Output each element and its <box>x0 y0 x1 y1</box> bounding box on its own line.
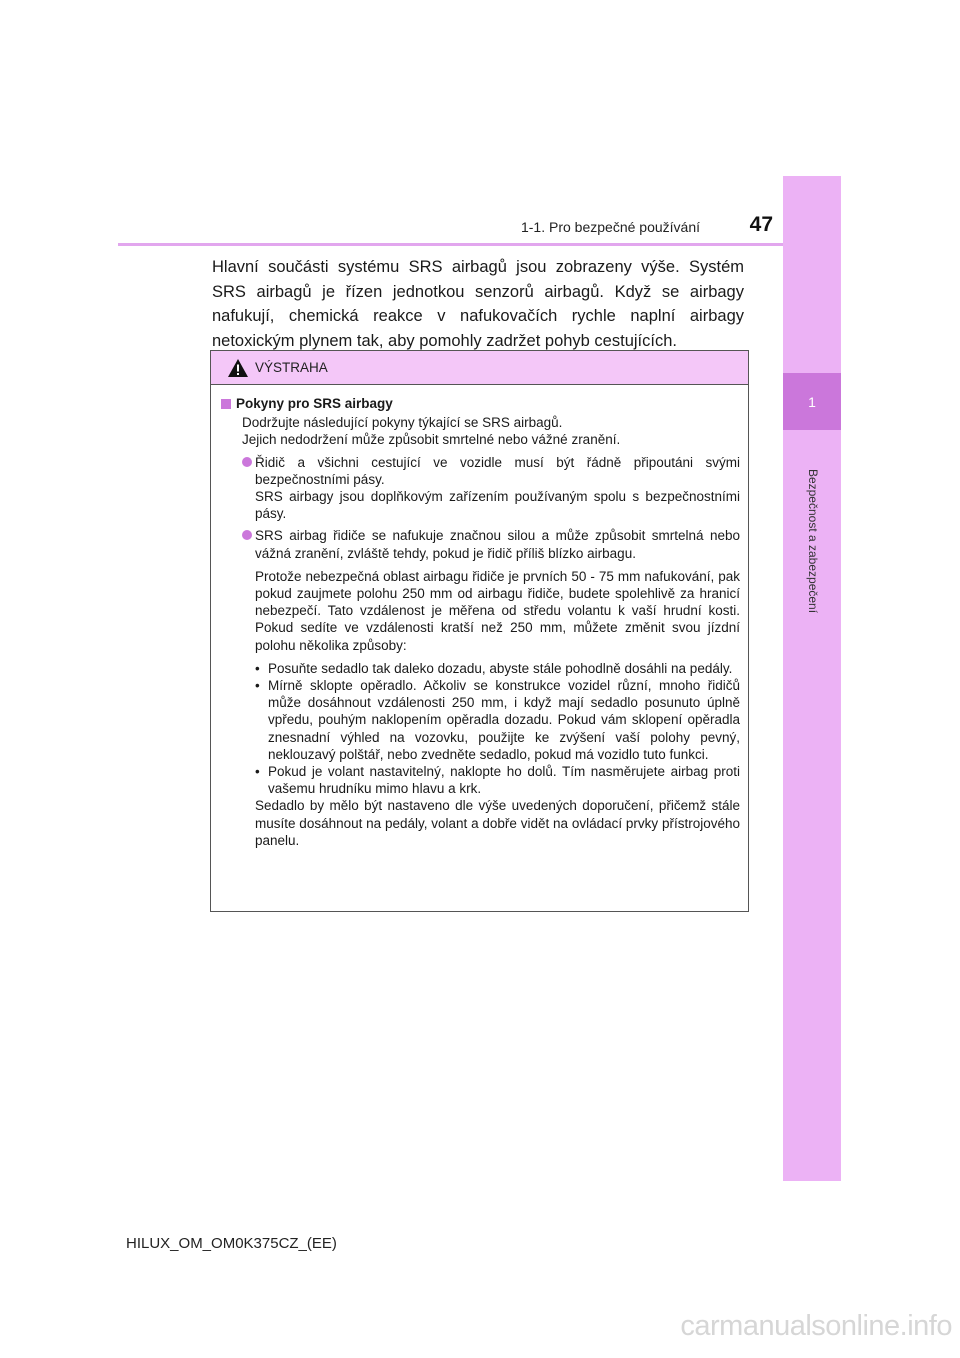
chapter-number-badge[interactable]: 1 <box>783 373 841 430</box>
warning-bullet <box>242 454 740 523</box>
section-title: 1-1. Pro bezpečné používání <box>520 219 700 235</box>
list-item: • Posuňte sedadlo tak daleko dozadu, abyste stále pohodlně dosáhli na pedály. <box>255 660 740 677</box>
circle-bullet-icon <box>242 530 252 540</box>
bullet-paragraph: Řidič a všichni cestující ve vozidle musí být řádně připoutáni svými bezpečnostními pásy. <box>255 454 740 487</box>
manual-code: HILUX_OM_OM0K375CZ_(EE) <box>126 1235 337 1252</box>
list-item: • Pokud je volant nastavitelný, naklopte ho dolů. Tím nasměrujete airbag proti vašemu hrudníku mimo hlavu a krk. <box>255 764 740 797</box>
intro-paragraph: Hlavní součásti systému SRS airbagů jsou zobrazeny výše. Systém SRS airbagů je řízen jednotkou senzorů airbagů. Když se airbagy nafukují, chemická reakce v nafukovačích rychle naplní airbagy netoxickým plynem tak, aby pomohly zadržet pohyb cestujících. <box>212 258 744 350</box>
warning-label: VÝSTRAHA <box>255 360 328 375</box>
square-bullet-icon <box>221 399 231 409</box>
warning-heading <box>221 395 740 412</box>
chapter-label <box>804 465 822 617</box>
warning-box <box>210 350 749 912</box>
closing-paragraph: Sedadlo by mělo být nastaveno dle výše uvedených doporučení, přičemž stále musíte dosáhnout na pedály, volant a dobře vidět na ovládací prvky přístrojového panelu. <box>255 798 740 848</box>
warning-body <box>211 385 748 849</box>
bullet-paragraph: SRS airbagy jsou doplňkovým zařízením používaným spolu s bezpečnostními pásy. <box>255 489 740 522</box>
detail-paragraph: Protože nebezpečná oblast airbagu řidiče je prvních 50 - 75 mm nafukování, pak pokud zaujmete polohu 250 mm od airbagu řidiče, budete spolehlivě za hranicí nebezpečí. Tato vzdálenost je měřena od středu volantu k vaší hrudní kosti. Pokud sedíte ve vzdálenosti kratší než 250 mm, můžete změnit svou jízdní polohu několika způsoby: <box>255 568 740 653</box>
warning-header <box>211 351 748 385</box>
sub-item-list <box>255 660 740 798</box>
detail-block <box>255 568 740 654</box>
sub-item-text: Posuňte sedadlo tak daleko dozadu, abyste stále pohodlně dosáhli na pedály. <box>268 660 733 676</box>
watermark: carmanualsonline.info <box>680 1310 952 1342</box>
chapter-label-text: Bezpečnost a zabezpečení <box>806 468 821 614</box>
sub-item-text: Pokud je volant nastavitelný, naklopte ho dolů. Tím nasměrujete airbag proti vašemu hrudníku mimo hlavu a krk. <box>268 764 740 797</box>
closing-block <box>255 797 740 849</box>
bullet-paragraph: SRS airbag řidiče se nafukuje značnou silou a může způsobit smrtelná nebo vážná zranění, zvláště tehdy, pokud je řidič příliš blízko airbagu. <box>255 528 740 561</box>
list-item: • Mírně sklopte opěradlo. Ačkoliv se konstrukce vozidel různí, mnoho řidičů může dosáhnout vzdálenosti 250 mm, i když mají sedadlo posunuto úplně vpředu, pouhým naklopením opěradla dozadu. Pokud vám sklopení opěradla znesnadní výhled na vozovku, použijte ke zvýšení vaší polohy pevný, neklouzavý polštář, nebo zvedněte sedadlo, pokud má vozidlo tuto funkci. <box>255 678 740 762</box>
warning-bullet <box>242 527 740 561</box>
warning-intro-line: Jejich nedodržení může způsobit smrtelné nebo vážné zranění. <box>242 432 621 448</box>
page-number: 47 <box>749 213 773 236</box>
warning-intro-line: Dodržujte následující pokyny týkající se SRS airbagů. <box>242 415 563 431</box>
header-divider <box>118 243 783 246</box>
circle-bullet-icon <box>242 457 252 467</box>
warning-heading-text: Pokyny pro SRS airbagy <box>236 396 393 411</box>
chapter-side-tab[interactable] <box>783 176 841 1181</box>
sub-item-text: Mírně sklopte opěradlo. Ačkoliv se konstrukce vozidel různí, mnoho řidičů může dosáhnout vzdálenosti 250 mm, i když mají sedadlo posunuto úplně vpředu, pouhým naklopením opěradla dozadu. Pokud vám sklopení opěradla znesnadní výhled na vozovku, použijte ke zvýšení vaší polohy pevný, neklouzavý polštář, nebo zvedněte sedadlo, pokud má vozidlo tuto funkci. <box>268 678 740 762</box>
warning-triangle-icon <box>227 358 249 378</box>
